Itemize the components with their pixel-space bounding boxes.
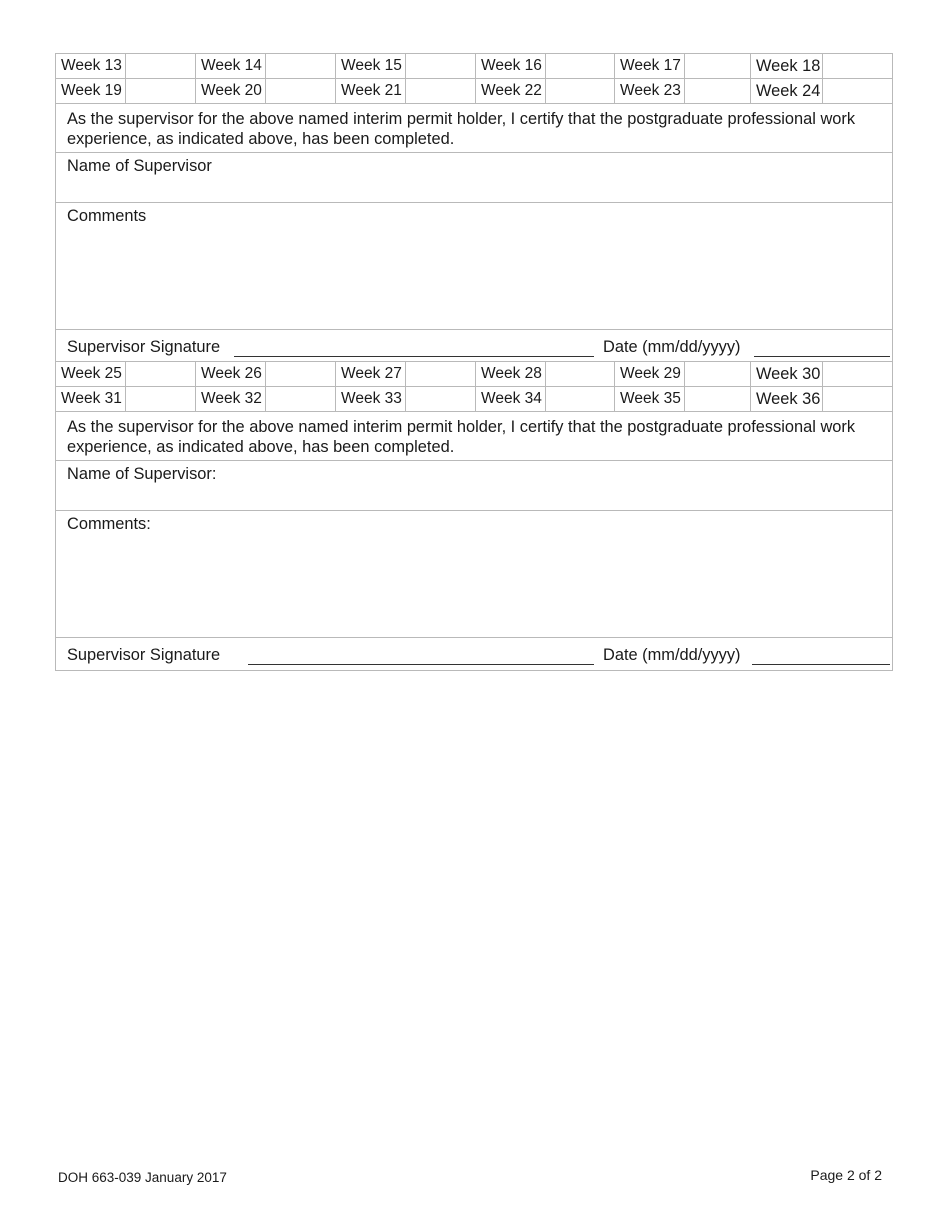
week-input[interactable] [406,79,475,103]
week-input[interactable] [823,387,892,411]
week-cell [336,54,476,78]
week-label: Week 17 [615,54,685,78]
week-label: Week 16 [476,54,546,78]
week-label: Week 32 [196,387,266,411]
week-cell [476,54,615,78]
week-row [56,54,892,79]
week-input[interactable] [406,387,475,411]
week-input[interactable] [546,54,614,78]
week-input[interactable] [266,79,335,103]
signature-line[interactable] [248,664,594,665]
week-cell [336,387,476,411]
week-input[interactable] [823,54,892,78]
week-label: Week 19 [56,79,126,103]
signature-row [56,638,892,670]
week-input[interactable] [126,387,195,411]
week-label: Week 29 [615,362,685,386]
week-input[interactable] [266,387,335,411]
week-input[interactable] [126,54,195,78]
week-label: Week 30 [751,362,823,386]
week-cell [196,362,336,386]
comments-label: Comments: [67,515,151,533]
page-number: Page 2 of 2 [810,1167,882,1183]
week-cell [336,362,476,386]
week-cell [615,362,751,386]
week-row [56,387,892,412]
week-input[interactable] [546,387,614,411]
week-input[interactable] [685,362,750,386]
certification-statement: As the supervisor for the above named interim permit holder, I certify that the postgraduate professional work experience, as indicated above, has been completed. [56,412,892,461]
week-cell [196,387,336,411]
week-cell [476,362,615,386]
supervisor-name-field[interactable] [56,153,892,203]
week-label: Week 15 [336,54,406,78]
week-input[interactable] [406,362,475,386]
supervisor-verification-form [55,53,893,671]
comments-field[interactable] [56,511,892,638]
week-cell [196,79,336,103]
signature-label: Supervisor Signature [67,646,221,664]
certification-statement: As the supervisor for the above named interim permit holder, I certify that the postgraduate professional work experience, as indicated above, has been completed. [56,104,892,153]
week-input[interactable] [546,362,614,386]
week-cell [751,79,892,103]
week-label: Week 18 [751,54,823,78]
week-cell [476,387,615,411]
week-input[interactable] [406,54,475,78]
week-label: Week 31 [56,387,126,411]
date-line[interactable] [752,664,890,665]
week-label: Week 21 [336,79,406,103]
signature-label: Supervisor Signature [67,338,221,356]
week-cell [751,387,892,411]
week-label: Week 34 [476,387,546,411]
week-cell [615,79,751,103]
week-label: Week 33 [336,387,406,411]
week-input[interactable] [685,79,750,103]
week-cell [476,79,615,103]
week-label: Week 23 [615,79,685,103]
week-cell [56,54,196,78]
week-label: Week 14 [196,54,266,78]
supervisor-name-label: Name of Supervisor [67,157,212,175]
week-label: Week 35 [615,387,685,411]
week-cell [56,79,196,103]
week-cell [56,387,196,411]
week-label: Week 25 [56,362,126,386]
signature-row [56,330,892,362]
week-cell [751,362,892,386]
week-input[interactable] [823,79,892,103]
week-label: Week 26 [196,362,266,386]
week-label: Week 27 [336,362,406,386]
week-input[interactable] [126,362,195,386]
week-input[interactable] [266,362,335,386]
week-input[interactable] [685,54,750,78]
week-input[interactable] [823,362,892,386]
date-line[interactable] [754,356,890,357]
week-row [56,362,892,387]
week-row [56,79,892,104]
date-label: Date (mm/dd/yyyy) [603,338,741,356]
week-input[interactable] [546,79,614,103]
week-label: Week 13 [56,54,126,78]
comments-field[interactable] [56,203,892,330]
supervisor-name-label: Name of Supervisor: [67,465,217,483]
week-label: Week 28 [476,362,546,386]
week-cell [751,54,892,78]
supervisor-name-field[interactable] [56,461,892,511]
week-input[interactable] [685,387,750,411]
signature-line[interactable] [234,356,594,357]
form-id: DOH 663-039 January 2017 [58,1170,227,1185]
week-input[interactable] [266,54,335,78]
week-cell [615,387,751,411]
week-label: Week 36 [751,387,823,411]
week-cell [336,79,476,103]
week-label: Week 20 [196,79,266,103]
week-cell [196,54,336,78]
week-label: Week 22 [476,79,546,103]
week-cell [56,362,196,386]
week-label: Week 24 [751,79,823,103]
week-cell [615,54,751,78]
date-label: Date (mm/dd/yyyy) [603,646,741,664]
week-input[interactable] [126,79,195,103]
comments-label: Comments [67,207,147,225]
